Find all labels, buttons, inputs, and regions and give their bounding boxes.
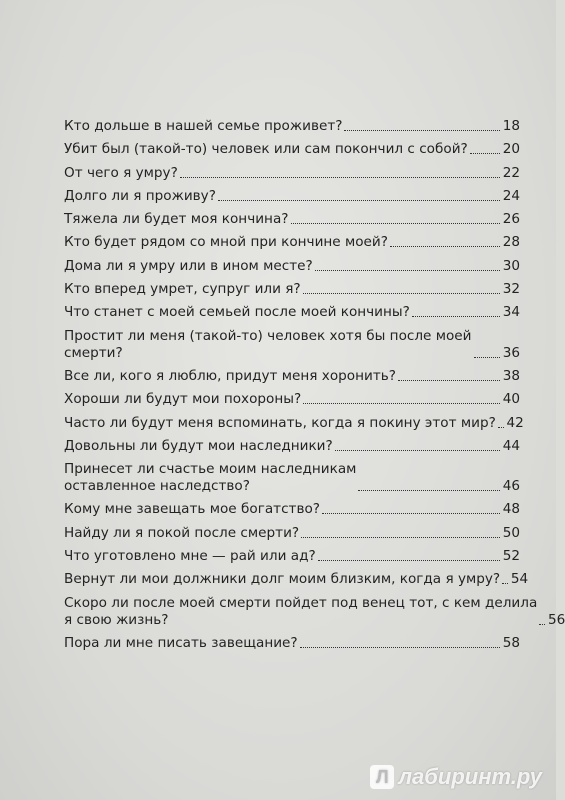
dot-leader [303,403,500,404]
toc-entry-title-line: Долго ли я проживу? [64,187,216,204]
toc-page-number: 18 [502,118,520,134]
dot-leader [303,293,500,294]
toc-entry-title-line: Найду ли я покой после смерти? [64,524,300,541]
toc-entry-title [64,391,301,408]
toc-entry-title-line: Вернут ли мои должники долг моим близким, когда я умру? [64,571,501,588]
dot-leader [398,380,500,381]
toc-entry [64,461,520,495]
toc-entry [64,304,520,321]
dot-leader [335,450,500,451]
toc-entry-title [64,501,320,518]
dot-leader [344,130,500,131]
toc-page-number: 22 [502,164,520,181]
toc-entry [64,414,524,432]
toc-entry [64,188,520,205]
dot-leader [390,246,500,247]
dot-leader [218,200,500,201]
toc-page-number: 54 [510,571,529,588]
toc-page-number: 52 [502,548,520,565]
toc-page-number: 40 [502,391,520,408]
toc-entry [64,118,520,135]
dot-leader [470,153,500,154]
toc-entry-title-line: Что уготовлено мне — рай или ад? [64,548,316,565]
toc-entry-title [64,461,356,495]
dot-leader [300,647,500,648]
toc-page-number: 50 [502,524,520,541]
table-of-contents [64,118,565,652]
dot-leader [291,223,501,224]
toc-entry [64,328,520,362]
dot-leader [412,316,500,317]
toc-entry-title-line: Что станет с моей семьей после моей кончины? [64,304,410,321]
toc-entry-title [64,165,178,182]
toc-entry-title [64,281,301,298]
toc-page-number: 56 [547,611,565,628]
toc-entry [64,438,520,455]
toc-page-number: 32 [502,281,520,298]
dot-leader [474,357,500,358]
toc-entry-title-line: Принесет ли счастье моим наследникам [64,461,357,478]
toc-entry-title-line: Часто ли будут меня вспоминать, когда я покину этот мир? [64,414,496,431]
toc-entry-title-line: Все ли, кого я люблю, придут меня хоронить? [64,367,396,384]
toc-entry [64,258,520,275]
labirint-logo-icon: Л [370,765,394,789]
toc-entry [64,571,529,588]
toc-entry-title [64,368,396,385]
toc-entry [64,391,520,408]
toc-entry [64,165,520,182]
dot-leader [539,624,545,625]
toc-entry-title-line: я свою жизнь? [64,611,169,628]
dot-leader [322,513,500,514]
toc-entry-title [64,415,496,432]
toc-entry-title-line: Простит ли меня (такой-то) человек хотя бы после моей [64,327,472,344]
toc-page-number: 36 [502,344,520,361]
toc-entry-title [64,211,289,228]
toc-entry-title-line: Кто вперед умрет, супруг или я? [64,281,301,298]
dot-leader [358,490,500,491]
dot-leader [498,427,504,428]
toc-entry-title [64,234,388,251]
toc-entry-title [64,328,472,362]
toc-page-number: 30 [502,257,520,274]
toc-entry-title [64,438,333,455]
toc-page-number: 20 [502,141,520,158]
dot-leader [502,583,508,584]
watermark-text: лабиринт.ру [398,764,542,789]
toc-page-number: 44 [502,437,520,454]
dot-leader [180,177,500,178]
toc-entry-title-line: смерти? [64,344,123,361]
toc-entry [64,548,520,565]
toc-page-number: 34 [502,304,520,321]
toc-entry [64,211,520,228]
toc-page-number: 38 [502,367,520,384]
toc-entry-title-line: Довольны ли будут мои наследники? [64,437,333,454]
toc-page-number: 42 [506,414,524,431]
toc-entry [64,234,520,251]
toc-entry-title [64,548,316,565]
toc-page-number: 58 [502,634,520,651]
toc-entry-title [64,595,537,629]
toc-entry [64,635,520,652]
toc-entry-title [64,118,342,135]
toc-entry-title [64,258,313,275]
toc-entry-title [64,188,216,205]
toc-entry [64,501,520,518]
toc-page-number: 24 [502,187,520,204]
toc-entry-title-line: Убит был (такой-то) человек или сам покончил с собой? [64,141,468,158]
toc-entry-title-line: Кто дольше в нашей семье проживет? [64,118,343,134]
toc-entry-title-line: Хороши ли будут мои похороны? [64,391,302,408]
dot-leader [315,270,500,271]
toc-entry-title-line: От чего я умру? [64,164,178,181]
toc-entry-title-line: Скоро ли после моей смерти пойдет под венец тот, с кем делила [64,594,538,611]
toc-entry [64,525,520,542]
toc-entry [64,368,520,385]
toc-page-number: 28 [502,234,520,251]
dot-leader [318,560,500,561]
toc-entry [64,281,520,298]
toc-entry [64,594,565,629]
toc-page-number: 26 [502,211,520,228]
toc-entry-title [64,304,410,321]
toc-page-number: 46 [502,478,520,495]
toc-entry-title [64,571,500,588]
toc-entry-title [64,525,299,542]
toc-entry-title-line: Тяжела ли будет моя кончина? [64,211,289,228]
toc-entry-title-line: Дома ли я умру или в ином месте? [64,257,313,274]
toc-entry [64,141,520,158]
watermark [370,764,542,790]
toc-entry-title [64,141,468,158]
toc-entry-title-line: оставленное наследство? [64,478,250,495]
dot-leader [301,537,500,538]
toc-entry-title-line: Кто будет рядом со мной при кончине моей? [64,234,388,251]
toc-entry-title-line: Кому мне завещать мое богатство? [64,501,321,518]
toc-page-number: 48 [502,501,520,518]
toc-entry-title-line: Пора ли мне писать завещание? [64,634,298,651]
toc-entry-title [64,635,298,652]
